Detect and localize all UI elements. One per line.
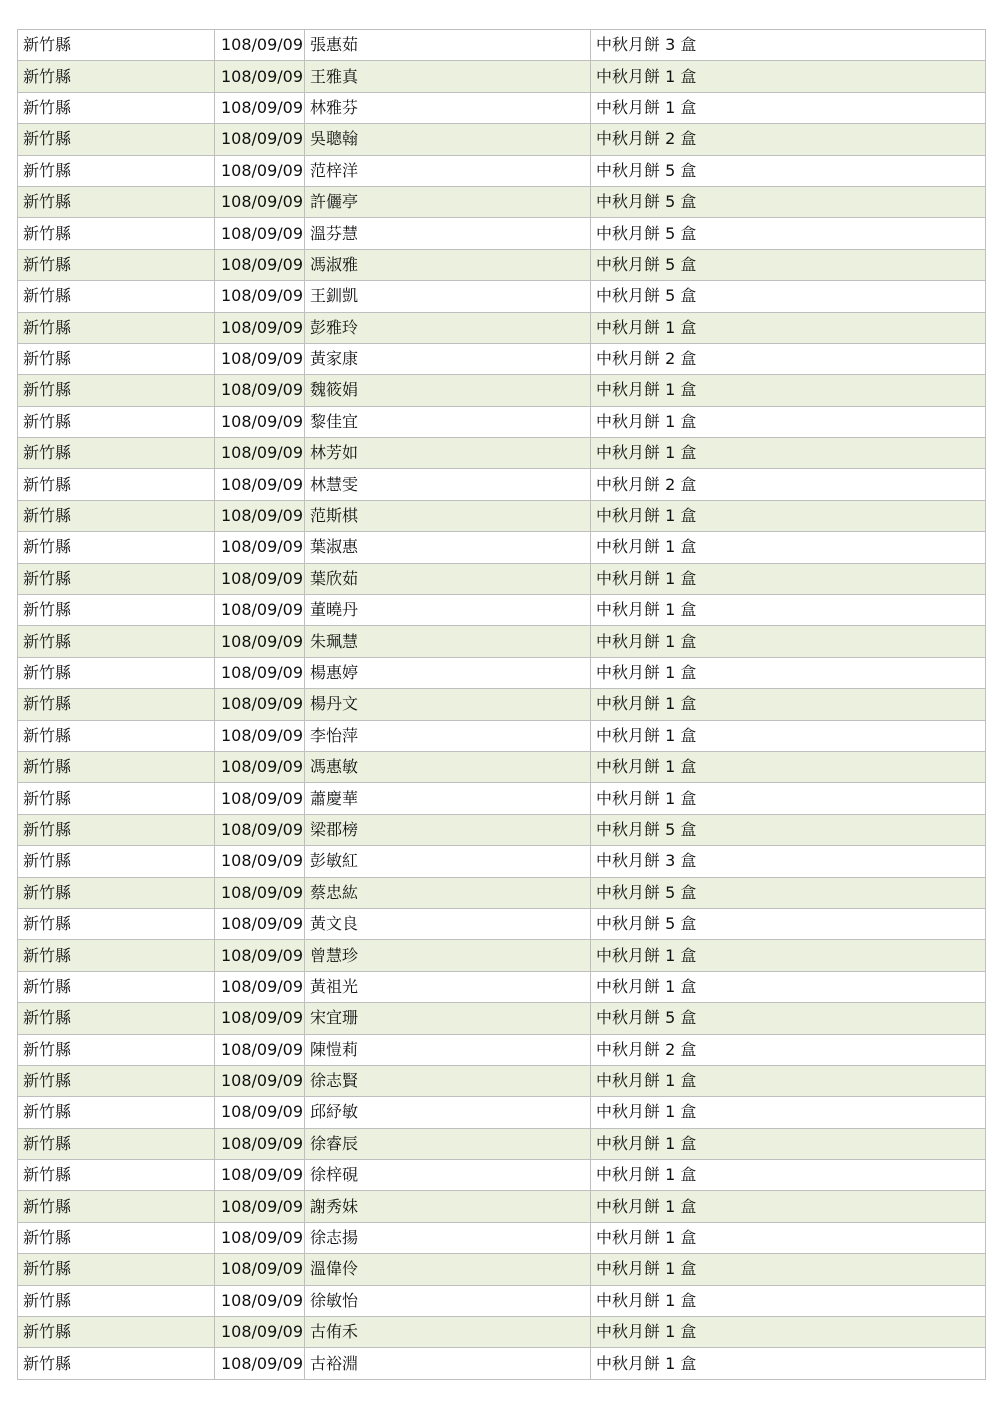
date-cell: 108/09/09 [215, 249, 305, 280]
table-row [18, 720, 986, 751]
county-cell: 新竹縣 [18, 940, 215, 971]
date-cell: 108/09/09 [215, 1285, 305, 1316]
date-cell: 108/09/09 [215, 1254, 305, 1285]
county-cell: 新竹縣 [18, 532, 215, 563]
item-cell: 中秋月餅 1 盒 [591, 595, 986, 626]
name-cell: 馮惠敏 [305, 751, 591, 782]
date-cell: 108/09/09 [215, 1160, 305, 1191]
county-cell: 新竹縣 [18, 689, 215, 720]
date-cell: 108/09/09 [215, 1128, 305, 1159]
table-row [18, 908, 986, 939]
table-row [18, 30, 986, 61]
item-cell: 中秋月餅 1 盒 [591, 689, 986, 720]
name-cell: 古侑禾 [305, 1317, 591, 1348]
table-row [18, 1222, 986, 1253]
date-cell: 108/09/09 [215, 375, 305, 406]
name-cell: 張惠茹 [305, 30, 591, 61]
name-cell: 彭敏紅 [305, 846, 591, 877]
name-cell: 溫偉伶 [305, 1254, 591, 1285]
table-row [18, 1254, 986, 1285]
name-cell: 王雅真 [305, 61, 591, 92]
table-row [18, 595, 986, 626]
date-cell: 108/09/09 [215, 1348, 305, 1379]
item-cell: 中秋月餅 1 盒 [591, 1065, 986, 1096]
item-cell: 中秋月餅 2 盒 [591, 343, 986, 374]
name-cell: 黃文良 [305, 908, 591, 939]
county-cell: 新竹縣 [18, 1034, 215, 1065]
table-row [18, 626, 986, 657]
table-row [18, 92, 986, 123]
name-cell: 蔡忠紘 [305, 877, 591, 908]
county-cell: 新竹縣 [18, 343, 215, 374]
item-cell: 中秋月餅 1 盒 [591, 1160, 986, 1191]
county-cell: 新竹縣 [18, 92, 215, 123]
county-cell: 新竹縣 [18, 1222, 215, 1253]
table-row [18, 249, 986, 280]
county-cell: 新竹縣 [18, 563, 215, 594]
county-cell: 新竹縣 [18, 846, 215, 877]
date-cell: 108/09/09 [215, 92, 305, 123]
item-cell: 中秋月餅 1 盒 [591, 1191, 986, 1222]
county-cell: 新竹縣 [18, 312, 215, 343]
item-cell: 中秋月餅 5 盒 [591, 249, 986, 280]
name-cell: 楊丹文 [305, 689, 591, 720]
table-row [18, 1097, 986, 1128]
table-row [18, 1003, 986, 1034]
table-row [18, 343, 986, 374]
item-cell: 中秋月餅 5 盒 [591, 814, 986, 845]
date-cell: 108/09/09 [215, 689, 305, 720]
date-cell: 108/09/09 [215, 595, 305, 626]
date-cell: 108/09/09 [215, 877, 305, 908]
county-cell: 新竹縣 [18, 469, 215, 500]
table-row [18, 406, 986, 437]
item-cell: 中秋月餅 1 盒 [591, 940, 986, 971]
item-cell: 中秋月餅 1 盒 [591, 657, 986, 688]
item-cell: 中秋月餅 1 盒 [591, 1348, 986, 1379]
table-row [18, 500, 986, 531]
name-cell: 溫芬慧 [305, 218, 591, 249]
date-cell: 108/09/09 [215, 312, 305, 343]
table-row [18, 657, 986, 688]
name-cell: 朱珮慧 [305, 626, 591, 657]
name-cell: 范斯棋 [305, 500, 591, 531]
county-cell: 新竹縣 [18, 61, 215, 92]
item-cell: 中秋月餅 1 盒 [591, 626, 986, 657]
date-cell: 108/09/09 [215, 1097, 305, 1128]
item-cell: 中秋月餅 1 盒 [591, 751, 986, 782]
name-cell: 彭雅玲 [305, 312, 591, 343]
county-cell: 新竹縣 [18, 908, 215, 939]
item-cell: 中秋月餅 5 盒 [591, 155, 986, 186]
name-cell: 許儷亭 [305, 186, 591, 217]
table-row [18, 1285, 986, 1316]
county-cell: 新竹縣 [18, 1160, 215, 1191]
item-cell: 中秋月餅 5 盒 [591, 1003, 986, 1034]
name-cell: 吳聰翰 [305, 124, 591, 155]
date-cell: 108/09/09 [215, 626, 305, 657]
county-cell: 新竹縣 [18, 438, 215, 469]
county-cell: 新竹縣 [18, 375, 215, 406]
item-cell: 中秋月餅 1 盒 [591, 1097, 986, 1128]
county-cell: 新竹縣 [18, 124, 215, 155]
date-cell: 108/09/09 [215, 846, 305, 877]
name-cell: 邱紓敏 [305, 1097, 591, 1128]
county-cell: 新竹縣 [18, 406, 215, 437]
county-cell: 新竹縣 [18, 1254, 215, 1285]
table-row [18, 1065, 986, 1096]
date-cell: 108/09/09 [215, 1317, 305, 1348]
county-cell: 新竹縣 [18, 186, 215, 217]
date-cell: 108/09/09 [215, 281, 305, 312]
county-cell: 新竹縣 [18, 500, 215, 531]
table-row [18, 751, 986, 782]
name-cell: 黎佳宜 [305, 406, 591, 437]
date-cell: 108/09/09 [215, 563, 305, 594]
table-row [18, 814, 986, 845]
item-cell: 中秋月餅 3 盒 [591, 30, 986, 61]
county-cell: 新竹縣 [18, 1348, 215, 1379]
date-cell: 108/09/09 [215, 500, 305, 531]
table-row [18, 1034, 986, 1065]
name-cell: 范梓洋 [305, 155, 591, 186]
county-cell: 新竹縣 [18, 595, 215, 626]
county-cell: 新竹縣 [18, 1065, 215, 1096]
name-cell: 徐梓硯 [305, 1160, 591, 1191]
county-cell: 新竹縣 [18, 971, 215, 1002]
date-cell: 108/09/09 [215, 814, 305, 845]
item-cell: 中秋月餅 1 盒 [591, 61, 986, 92]
date-cell: 108/09/09 [215, 783, 305, 814]
county-cell: 新竹縣 [18, 720, 215, 751]
county-cell: 新竹縣 [18, 626, 215, 657]
name-cell: 李怡萍 [305, 720, 591, 751]
county-cell: 新竹縣 [18, 218, 215, 249]
item-cell: 中秋月餅 2 盒 [591, 124, 986, 155]
table-row [18, 1348, 986, 1379]
table-row [18, 940, 986, 971]
item-cell: 中秋月餅 2 盒 [591, 1034, 986, 1065]
table-row [18, 1317, 986, 1348]
county-cell: 新竹縣 [18, 814, 215, 845]
table-row [18, 971, 986, 1002]
name-cell: 徐志揚 [305, 1222, 591, 1253]
date-cell: 108/09/09 [215, 343, 305, 374]
table-body [18, 30, 986, 1380]
county-cell: 新竹縣 [18, 783, 215, 814]
table-row [18, 312, 986, 343]
name-cell: 黃祖光 [305, 971, 591, 1002]
name-cell: 林雅芬 [305, 92, 591, 123]
table-row [18, 689, 986, 720]
item-cell: 中秋月餅 1 盒 [591, 1317, 986, 1348]
date-cell: 108/09/09 [215, 438, 305, 469]
date-cell: 108/09/09 [215, 124, 305, 155]
item-cell: 中秋月餅 1 盒 [591, 375, 986, 406]
item-cell: 中秋月餅 1 盒 [591, 563, 986, 594]
name-cell: 徐志賢 [305, 1065, 591, 1096]
date-cell: 108/09/09 [215, 1065, 305, 1096]
county-cell: 新竹縣 [18, 1285, 215, 1316]
name-cell: 董曉丹 [305, 595, 591, 626]
date-cell: 108/09/09 [215, 532, 305, 563]
county-cell: 新竹縣 [18, 1128, 215, 1159]
table-row [18, 1128, 986, 1159]
table-row [18, 1160, 986, 1191]
date-cell: 108/09/09 [215, 971, 305, 1002]
date-cell: 108/09/09 [215, 406, 305, 437]
table-row [18, 375, 986, 406]
date-cell: 108/09/09 [215, 720, 305, 751]
table-row [18, 877, 986, 908]
date-cell: 108/09/09 [215, 1034, 305, 1065]
date-cell: 108/09/09 [215, 940, 305, 971]
name-cell: 謝秀妹 [305, 1191, 591, 1222]
county-cell: 新竹縣 [18, 1191, 215, 1222]
item-cell: 中秋月餅 5 盒 [591, 218, 986, 249]
county-cell: 新竹縣 [18, 751, 215, 782]
county-cell: 新竹縣 [18, 1317, 215, 1348]
item-cell: 中秋月餅 1 盒 [591, 438, 986, 469]
name-cell: 林芳如 [305, 438, 591, 469]
item-cell: 中秋月餅 1 盒 [591, 971, 986, 1002]
item-cell: 中秋月餅 1 盒 [591, 406, 986, 437]
name-cell: 曾慧珍 [305, 940, 591, 971]
date-cell: 108/09/09 [215, 155, 305, 186]
table-row [18, 1191, 986, 1222]
item-cell: 中秋月餅 1 盒 [591, 1254, 986, 1285]
name-cell: 宋宜珊 [305, 1003, 591, 1034]
table-row [18, 846, 986, 877]
name-cell: 葉淑惠 [305, 532, 591, 563]
name-cell: 馮淑雅 [305, 249, 591, 280]
county-cell: 新竹縣 [18, 1003, 215, 1034]
name-cell: 梁郡榜 [305, 814, 591, 845]
date-cell: 108/09/09 [215, 1222, 305, 1253]
county-cell: 新竹縣 [18, 657, 215, 688]
name-cell: 陳愷莉 [305, 1034, 591, 1065]
item-cell: 中秋月餅 2 盒 [591, 469, 986, 500]
name-cell: 徐敏怡 [305, 1285, 591, 1316]
table-row [18, 61, 986, 92]
table-row [18, 124, 986, 155]
date-cell: 108/09/09 [215, 1003, 305, 1034]
name-cell: 王釧凱 [305, 281, 591, 312]
table-row [18, 186, 986, 217]
name-cell: 楊惠婷 [305, 657, 591, 688]
table-row [18, 469, 986, 500]
date-cell: 108/09/09 [215, 1191, 305, 1222]
name-cell: 徐睿辰 [305, 1128, 591, 1159]
date-cell: 108/09/09 [215, 469, 305, 500]
date-cell: 108/09/09 [215, 657, 305, 688]
table-row [18, 783, 986, 814]
table-row [18, 532, 986, 563]
date-cell: 108/09/09 [215, 30, 305, 61]
table-row [18, 218, 986, 249]
item-cell: 中秋月餅 1 盒 [591, 1285, 986, 1316]
item-cell: 中秋月餅 5 盒 [591, 281, 986, 312]
name-cell: 葉欣茹 [305, 563, 591, 594]
date-cell: 108/09/09 [215, 61, 305, 92]
item-cell: 中秋月餅 1 盒 [591, 532, 986, 563]
item-cell: 中秋月餅 3 盒 [591, 846, 986, 877]
item-cell: 中秋月餅 5 盒 [591, 186, 986, 217]
item-cell: 中秋月餅 1 盒 [591, 1128, 986, 1159]
item-cell: 中秋月餅 1 盒 [591, 720, 986, 751]
table-row [18, 563, 986, 594]
county-cell: 新竹縣 [18, 281, 215, 312]
item-cell: 中秋月餅 1 盒 [591, 92, 986, 123]
table-row [18, 155, 986, 186]
table-row [18, 438, 986, 469]
item-cell: 中秋月餅 5 盒 [591, 877, 986, 908]
county-cell: 新竹縣 [18, 249, 215, 280]
item-cell: 中秋月餅 1 盒 [591, 312, 986, 343]
county-cell: 新竹縣 [18, 155, 215, 186]
table-row [18, 281, 986, 312]
date-cell: 108/09/09 [215, 186, 305, 217]
item-cell: 中秋月餅 1 盒 [591, 783, 986, 814]
date-cell: 108/09/09 [215, 908, 305, 939]
date-cell: 108/09/09 [215, 218, 305, 249]
name-cell: 黃家康 [305, 343, 591, 374]
date-cell: 108/09/09 [215, 751, 305, 782]
item-cell: 中秋月餅 1 盒 [591, 1222, 986, 1253]
county-cell: 新竹縣 [18, 1097, 215, 1128]
name-cell: 蕭慶華 [305, 783, 591, 814]
county-cell: 新竹縣 [18, 30, 215, 61]
name-cell: 魏筱娟 [305, 375, 591, 406]
name-cell: 林慧雯 [305, 469, 591, 500]
item-cell: 中秋月餅 5 盒 [591, 908, 986, 939]
donation-table [17, 29, 986, 1380]
item-cell: 中秋月餅 1 盒 [591, 500, 986, 531]
name-cell: 古裕淵 [305, 1348, 591, 1379]
county-cell: 新竹縣 [18, 877, 215, 908]
